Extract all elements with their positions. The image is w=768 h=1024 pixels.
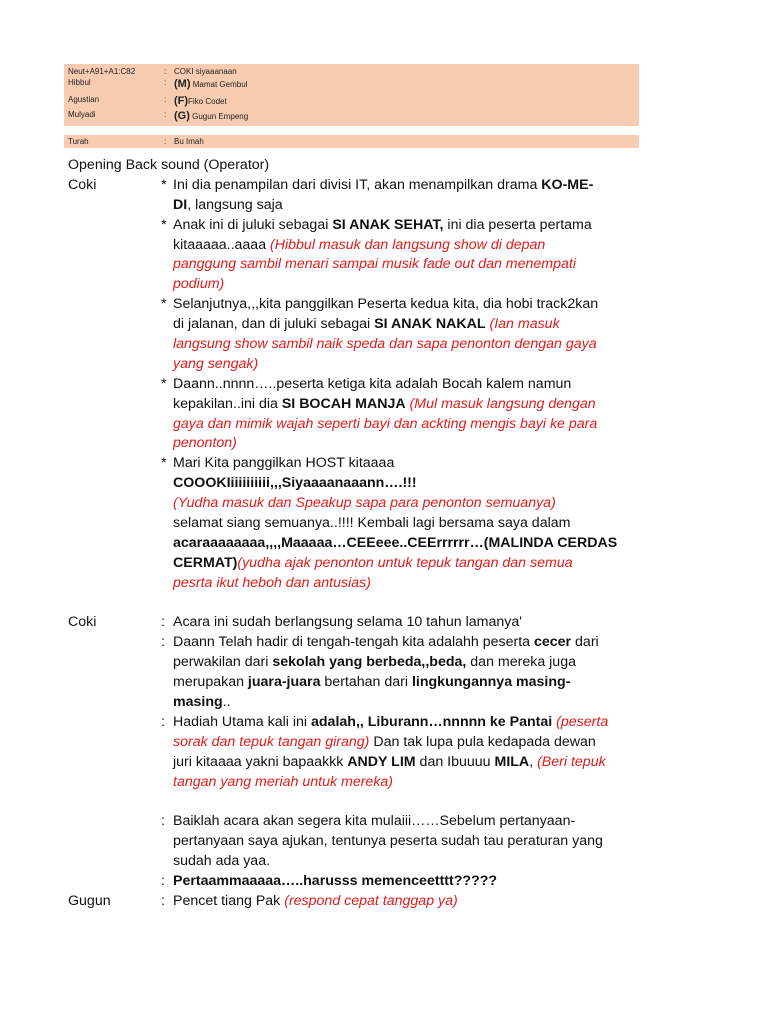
speaker-name: Coki [68,176,97,193]
speaker-name: Coki [68,614,97,631]
dialogue-line: Coki : Acara ini sudah berlangsung selama 10 tahun lamanya' [68,613,648,633]
speaker-name: Gugun [68,892,111,909]
dialogue-line: Coki * Ini dia penampilan dari divisi IT, akan menampilkan drama KO-ME- [68,176,648,196]
opening-line: Opening Back sound (Operator) [68,157,270,173]
cast-table: Neut+A91+A1:C82 : COKI siyaaanaan Hibbul : (M) Mamat Gembul Agustian : (F)Fiko Codet Mulyadi : (G) Gugun Empeng [64,64,639,126]
script-body: Opening Back sound (Operator) Coki * Ini dia penampilan dari divisi IT, akan menampilkan drama KO-ME- DI, langsung saja * Anak ini di juluki sebagai SI ANAK SEHAT, ini dia peserta pertama kitaaaaa..aaaa (Hibbul masuk dan langsung show di depan panggung sambil menari sampai musik fade out dan menempati podium) * Selanjutnya,,,kita panggilkan Peserta kedua kita, dia hobi track2kan di jalanan, dan di juluki sebagai SI ANAK NAKAL (Ian masuk langsung show sambil naik speda dan sapa penonton dengan gaya yang sengak) * Daann..nnnn…..peserta ketiga kita adalah Bocah kalem namun kepakilan..ini dia SI BOCAH MANJA (Mul masuk langsung dengan gaya dan mimik wajah seperti bayi dan ackting mengis bayi ke para penonton) * Mari Kita panggilkan HOST kitaaaa COOOKIiiiiiiiiii,,,Siyaaaanaaann….!!! (Yudha masuk dan Speakup sapa para penonton semuanya) selamat siang semuanya..!!!! Kembali lagi bersama saya dalam acaraaaaaaaa,,,,Maaaaa…CEEeee..CEErrrrrr…(MALINDA CERDAS CERMAT)(yudha ajak penonton untuk tepuk tangan dan semua pesrta ikut heboh dan antusias) Coki : Acara ini sudah berlangsung selama 10 tahun lamanya' : Daann Telah hadir di tengah-tengah kita adalahh peserta cecer dari perwakilan dari sekolah yang berbeda,,beda, dan mereka juga merupakan juara-juara bertahan dari lingkungannya masing- masing.. : Hadiah Utama kali ini adalah,, Liburann…nnnnn ke Pantai (peserta sorak dan tepuk tangan girang) Dan tak lupa pula kedapada dewan juri kitaaaa yakni bapaakkk ANDY LIM dan Ibuuuu MILA, (Beri tepuk tangan yang meriah untuk mereka) : Baiklah acara akan segera kita mulaiii……Sebelum pertanyaan- pertanyaan saya ajukan, tentunya peserta sudah tau peraturan yang sudah ada yaa. : Pertaammaaaaa…..harusss memenceetttt????? Gugun : Pencet tiang Pak (respond cepat tanggap ya) [68,156,648,912]
dialogue-line: Gugun : Pencet tiang Pak (respond cepat tanggap ya) [68,892,648,912]
cast-extra-row: Turah : Bu Imah [64,135,639,148]
